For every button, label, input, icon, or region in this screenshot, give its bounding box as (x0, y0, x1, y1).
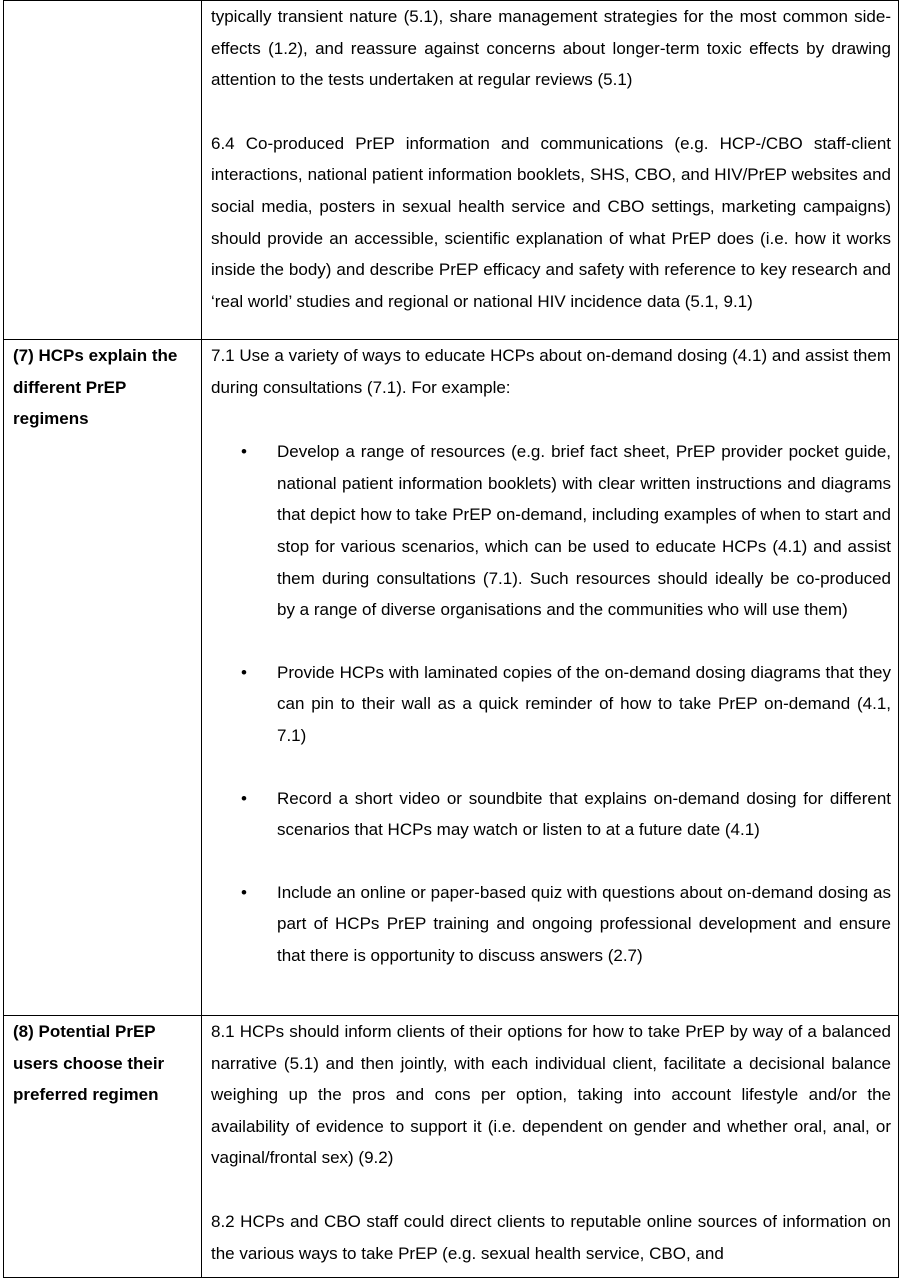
row-content-cell (202, 1016, 899, 1278)
list-item-text: Include an online or paper-based quiz with questions about on-demand dosing as part of HCPs PrEP training and ongoing professional development and ensure that there is opportunity to discuss answers (2.7) (277, 882, 891, 965)
table-row (4, 1, 899, 340)
paragraph: 8.1 HCPs should inform clients of their options for how to take PrEP by way of a balanced narrative (5.1) and then jointly, with each individual client, facilitate a decisional balance weighing up the pros and cons per option, taking into account lifestyle and/or the availability of evidence to support it (i.e. dependent on gender and whether oral, anal, or vaginal/frontal sex) (9.2) (211, 1022, 891, 1168)
list-item (211, 783, 891, 846)
paragraph: 8.2 HCPs and CBO staff could direct clients to reputable online sources of information on the various ways to take PrEP (e.g. sexual health service, CBO, and (211, 1211, 891, 1263)
row-heading: (8) Potential PrEP users choose their preferred regimen (13, 1022, 165, 1105)
bullet-list (211, 436, 891, 971)
list-item (211, 657, 891, 752)
row-heading-cell (4, 340, 202, 1016)
list-item (211, 436, 891, 626)
paragraph: 6.4 Co-produced PrEP information and communications (e.g. HCP-/CBO staff-client interactions, national patient information booklets, SHS, CBO, and HIV/PrEP websites and social media, posters in sexual health service and CBO settings, marketing campaigns) should provide an accessible, scientific explanation of what PrEP does (i.e. how it works inside the body) and describe PrEP efficacy and safety with reference to key research and ‘real world’ studies and regional or national HIV incidence data (5.1, 9.1) (211, 133, 891, 311)
bullet-icon: • (241, 442, 247, 462)
row-heading-cell (4, 1016, 202, 1278)
row-content-cell (202, 340, 899, 1016)
list-item (211, 877, 891, 972)
bullet-icon: • (241, 662, 247, 682)
guidance-table (3, 0, 899, 1278)
list-item-text: Develop a range of resources (e.g. brief fact sheet, PrEP provider pocket guide, national patient information booklets) with clear written instructions and diagrams that depict how to take PrEP on-demand, including examples of when to start and stop for various scenarios, which can be used to educate HCPs (4.1) and assist them during consultations (7.1). Such resources should ideally be co-produced by a range of diverse organisations and the communities who will use them) (277, 442, 891, 620)
bullet-icon: • (241, 882, 247, 902)
paragraph: 7.1 Use a variety of ways to educate HCPs about on-demand dosing (4.1) and assist them during consultations (7.1). For example: (211, 346, 891, 397)
bullet-icon: • (241, 788, 247, 808)
paragraph: typically transient nature (5.1), share management strategies for the most common side-effects (1.2), and reassure against concerns about longer-term toxic effects by drawing attention to the tests undertaken at regular reviews (5.1) (211, 7, 891, 90)
table-row (4, 1016, 899, 1278)
row-heading: (7) HCPs explain the different PrEP regimens (13, 346, 178, 429)
row-content-cell (202, 1, 899, 340)
list-item-text: Provide HCPs with laminated copies of the on-demand dosing diagrams that they can pin to their wall as a quick reminder of how to take PrEP on-demand (4.1, 7.1) (277, 662, 891, 745)
list-item-text: Record a short video or soundbite that explains on-demand dosing for different scenarios that HCPs may watch or listen to at a future date (4.1) (277, 788, 891, 840)
table-row (4, 340, 899, 1016)
row-heading-cell (4, 1, 202, 340)
